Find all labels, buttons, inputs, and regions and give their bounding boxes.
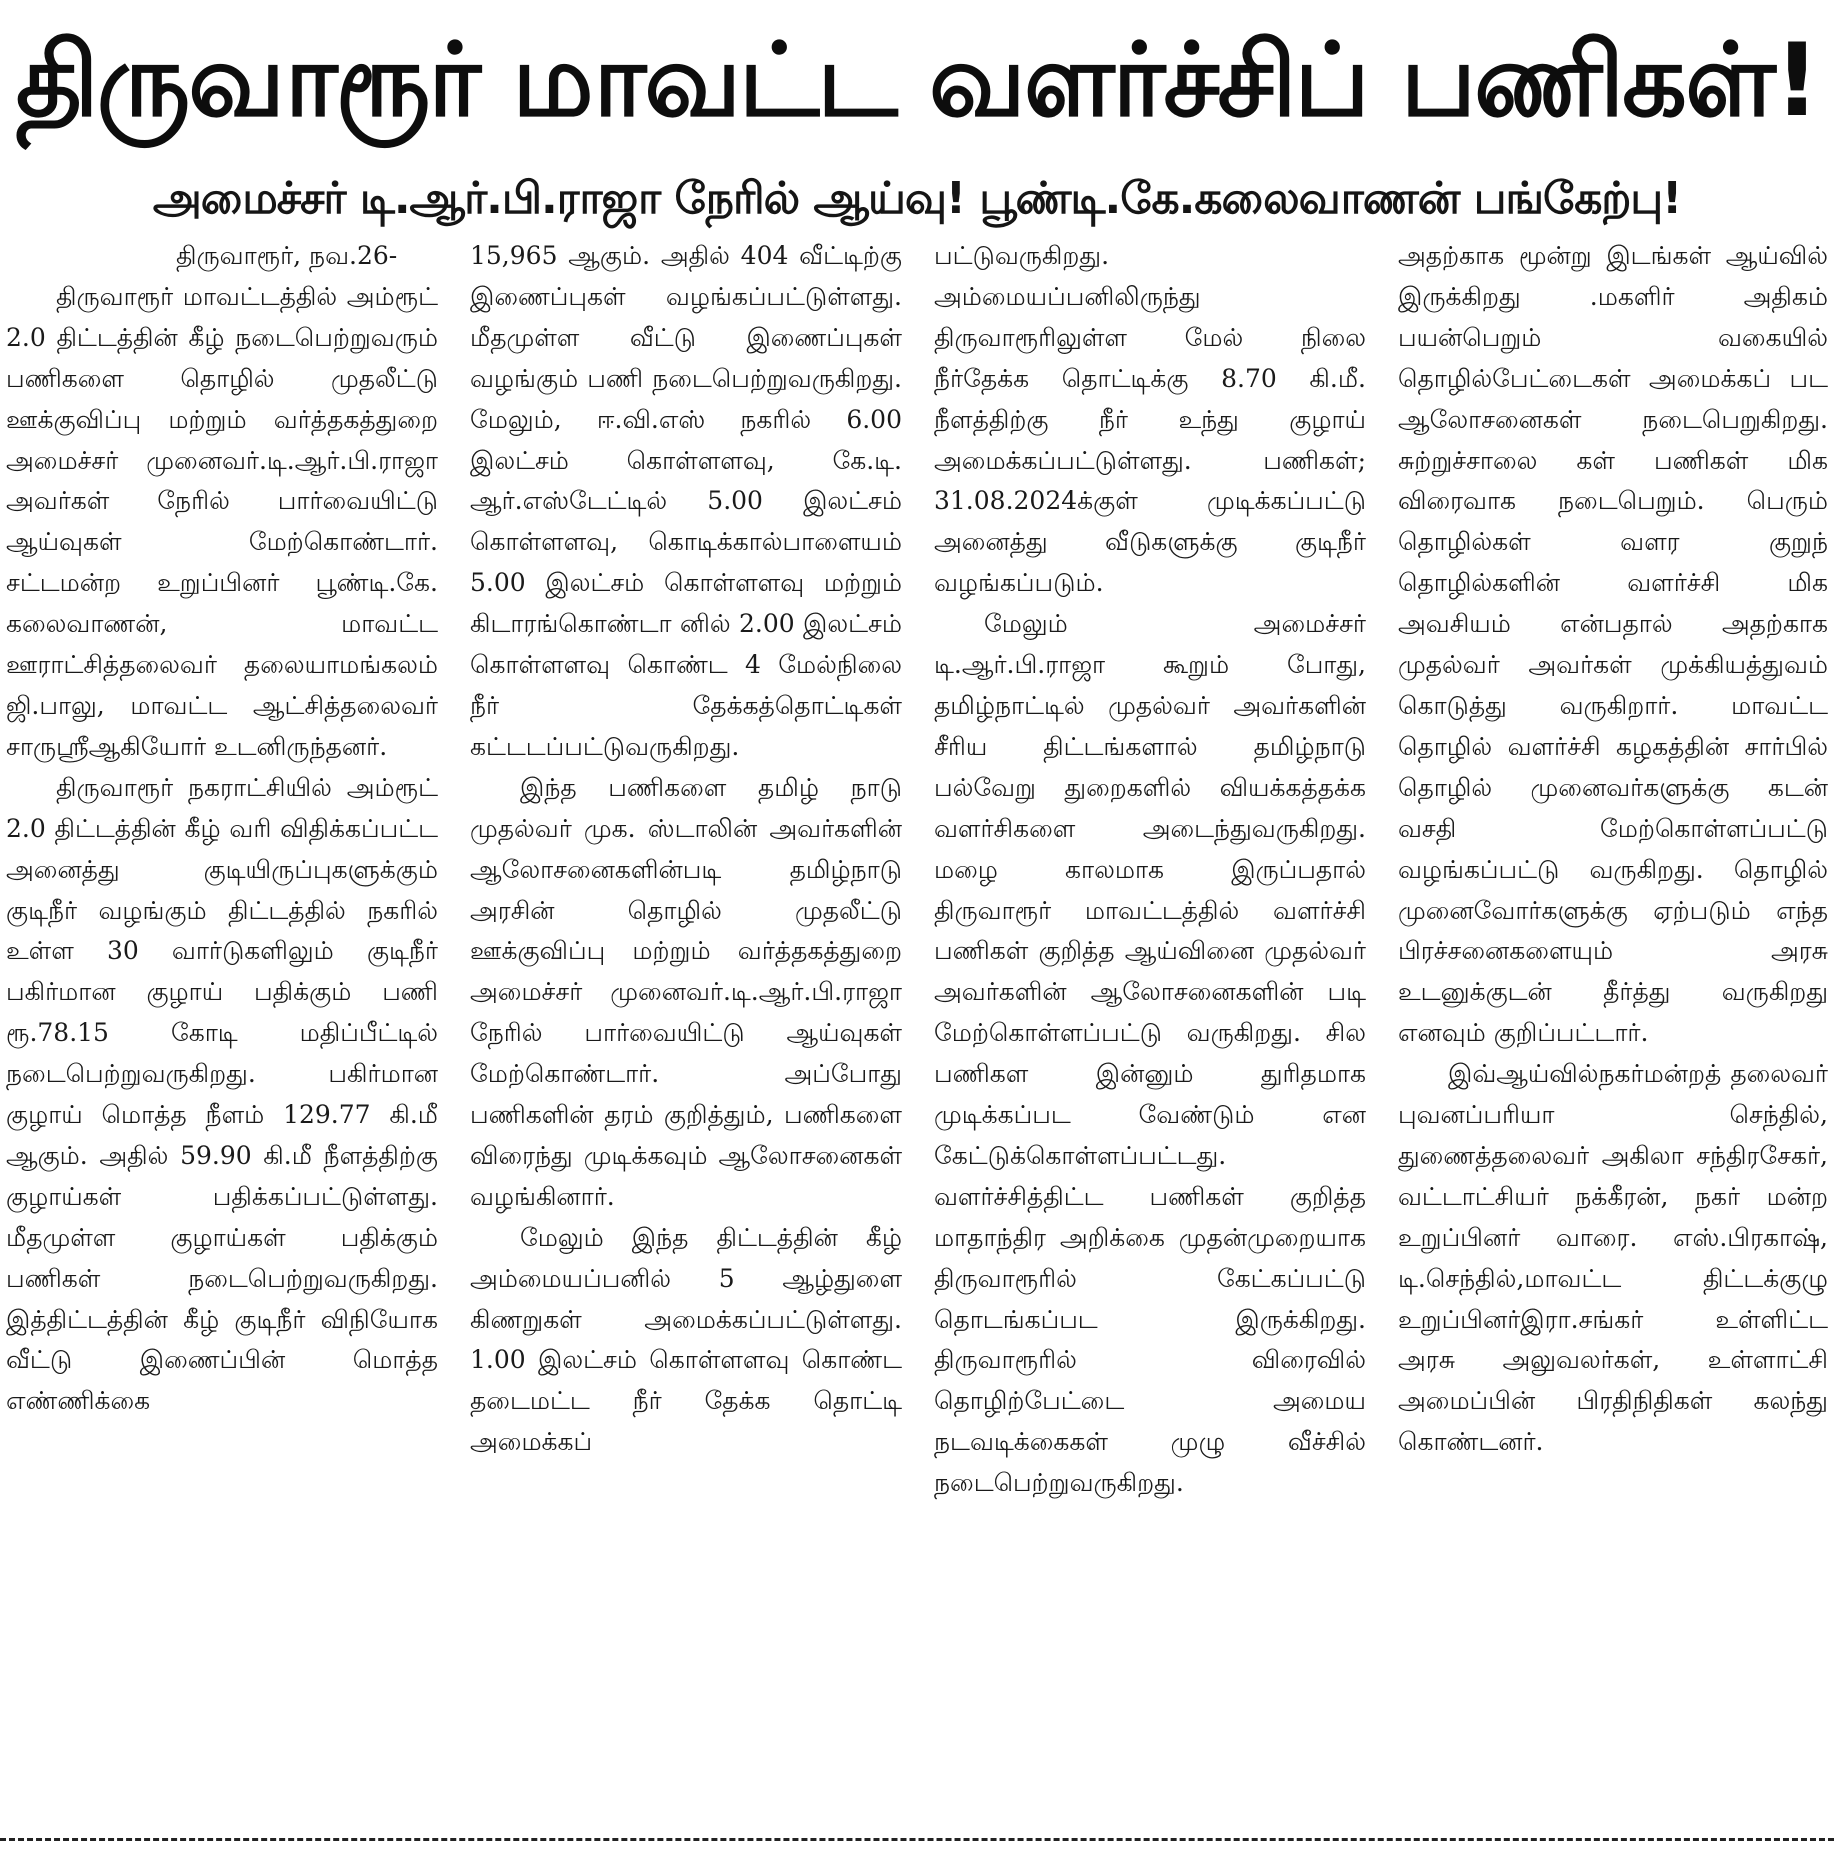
column-4-paragraph-1: அதற்காக மூன்று இடங்கள் ஆய்வில் இருக்கிறது .மகளிர் அதிகம் பயன்பெறும் வகையில் தொழில்பேட்டைகள் அமைக்கப் பட ஆலோசனைகள் நடைபெறுகிறது. சுற்றுச்சாலை கள் பணிகள் மிக விரைவாக நடைபெறும். பெரும் தொழில்கள் வளர குறுந் தொழில்களின் வளர்ச்சி மிக அவசியம் என்பதால் அதற்காக முதல்வர் அவர்கள் முக்கியத்துவம் கொடுத்து வருகிறார். மாவட்ட தொழில் வளர்ச்சி கழகத்தின் சார்பில் தொழில் முனைவர்களுக்கு கடன் வசதி மேற்கொள்ளப்பட்டு வழங்கப்பட்டு வருகிறது. தொழில் முனைவோர்களுக்கு ஏற்படும் எந்த பிரச்சனைகளையும் அரசு உடனுக்குடன் தீர்த்து வருகிறது எனவும் குறிப்பட்டார். bbox=[1398, 241, 1828, 1048]
article-column-2 bbox=[470, 236, 902, 1832]
headline: திருவாரூர் மாவட்ட வளர்ச்சிப் பணிகள்! bbox=[15, 21, 1819, 139]
column-3-paragraph-1: பட்டுவருகிறது. அம்மையப்பனிலிருந்து திருவாரூரிலுள்ள மேல் நிலை நீர்தேக்க தொட்டிக்கு 8.70 கி.மீ. நீளத்திற்கு நீர் உந்து குழாய் அமைக்கப்பட்டுள்ளது. பணிகள்; 31.08.2024க்குள் முடிக்கப்பட்டு அனைத்து வீடுகளுக்கு குடிநீர் வழங்கப்படும். bbox=[934, 241, 1366, 598]
column-2-paragraph-2: இந்த பணிகளை தமிழ் நாடு முதல்வர் முக. ஸ்டாலின் அவர்களின் ஆலோசனைகளின்படி தமிழ்நாடு அரசின் தொழில் முதலீட்டு ஊக்குவிப்பு மற்றும் வர்த்தகத்துறை அமைச்சர் முனைவர்.டி.ஆர்.பி.ராஜா நேரில் பார்வையிட்டு ஆய்வுகள் மேற்கொண்டார். அப்போது பணிகளின் தரம் குறித்தும், பணிகளை விரைந்து முடிக்கவும் ஆலோசனைகள் வழங்கினார். bbox=[470, 772, 902, 1211]
column-3-paragraph-2: மேலும் அமைச்சர் டி.ஆர்.பி.ராஜா கூறும் போது, தமிழ்நாட்டில் முதல்வர் அவர்களின் சீரிய திட்டங்களால் தமிழ்நாடு பல்வேறு துறைகளில் வியக்கத்தக்க வளர்சிகளை அடைந்துவருகிறது. மழை காலமாக இருப்பதால் திருவாரூர் மாவட்டத்தில் வளர்ச்சி பணிகள் குறித்த ஆய்வினை முதல்வர் அவர்களின் ஆலோசனைகளின் படி மேற்கொள்ளப்பட்டு வருகிறது. சில பணிகள இன்னும் துரிதமாக முடிக்கப்பட வேண்டும் என கேட்டுக்கொள்ளப்பட்டது. வளர்ச்சித்திட்ட பணிகள் குறித்த மாதாந்திர அறிக்கை முதன்முறையாக திருவாரூரில் கேட்கப்பட்டு தொடங்கப்பட இருக்கிறது. திருவாரூரில் விரைவில் தொழிற்பேட்டை அமைய நடவடிக்கைகள் முழு வீச்சில் நடைபெற்றுவருகிறது. bbox=[934, 609, 1366, 1498]
column-4-paragraph-2: இவ்ஆய்வில்நகர்மன்றத் தலைவர் புவனப்பரியா செந்தில், துணைத்தலைவர் அகிலா சந்திரசேகர், வட்டாட்சியர் நக்கீரன், நகர் மன்ற உறுப்பினர் வாரை. எஸ்.பிரகாஷ், டி.செந்தில்,மாவட்ட திட்டக்குழு உறுப்பினர்இரா.சங்கர் உள்ளிட்ட அரசு அலுவலர்கள், உள்ளாட்சி அமைப்பின் பிரதிநிதிகள் கலந்து கொண்டனர். bbox=[1398, 1059, 1828, 1457]
dateline: திருவாரூர், நவ.26- bbox=[176, 241, 398, 270]
subheadline: அமைச்சர் டி.ஆர்.பி.ராஜா நேரில் ஆய்வு! பூண்டி.கே.கலைவாணன் பங்கேற்பு! bbox=[152, 173, 1682, 224]
column-2-paragraph-3: மேலும் இந்த திட்டத்தின் கீழ் அம்மையப்பனில் 5 ஆழ்துளை கிணறுகள் அமைக்கப்பட்டுள்ளது. 1.00 இலட்சம் கொள்ளளவு கொண்ட தடைமட்ட நீர் தேக்க தொட்டி அமைக்கப் bbox=[470, 1222, 902, 1457]
dashed-bottom-divider bbox=[0, 1838, 1834, 1841]
article-column-4 bbox=[1398, 236, 1828, 1832]
column-1-paragraph-2: திருவாரூர் நகராட்சியில் அம்ரூட் 2.0 திட்டத்தின் கீழ் வரி விதிக்கப்பட்ட அனைத்து குடியிருப்புகளுக்கும் குடிநீர் வழங்கும் திட்டத்தில் நகரில் உள்ள 30 வார்டுகளிலும் குடிநீர் பகிர்மான குழாய் பதிக்கும் பணி ரூ.78.15 கோடி மதிப்பீட்டில் நடைபெற்றுவருகிறது. பகிர்மான குழாய் மொத்த நீளம் 129.77 கி.மீ ஆகும். அதில் 59.90 கி.மீ நீளத்திற்கு குழாய்கள் பதிக்கப்பட்டுள்ளது. மீதமுள்ள குழாய்கள் பதிக்கும் பணிகள் நடைபெற்றுவருகிறது. இத்திட்டத்தின் கீழ் குடிநீர் விநியோக வீட்டு இணைப்பின் மொத்த எண்ணிக்கை bbox=[6, 772, 438, 1416]
article-column-3 bbox=[934, 236, 1366, 1832]
article-column-1 bbox=[6, 236, 438, 1832]
column-2-paragraph-1: 15,965 ஆகும். அதில் 404 வீட்டிற்கு இணைப்புகள் வழங்கப்பட்டுள்ளது. மீதமுள்ள வீட்டு இணைப்புகள் வழங்கும் பணி நடைபெற்றுவருகிறது. மேலும், ஈ.வி.எஸ் நகரில் 6.00 இலட்சம் கொள்ளளவு, கே.டி. ஆர்.எஸ்டேட்டில் 5.00 இலட்சம் கொள்ளளவு, கொடிக்கால்பாளையம் 5.00 இலட்சம் கொள்ளளவு மற்றும் கிடாரங்கொண்டா னில் 2.00 இலட்சம் கொள்ளளவு கொண்ட 4 மேல்நிலை நீர் தேக்கத்தொட்டிகள் கட்டடப்பட்டுவருகிறது. bbox=[470, 241, 902, 761]
column-1-paragraph-1: திருவாரூர் மாவட்டத்தில் அம்ரூட் 2.0 திட்டத்தின் கீழ் நடைபெற்றுவரும் பணிகளை தொழில் முதலீட்டு ஊக்குவிப்பு மற்றும் வர்த்தகத்துறை அமைச்சர் முனைவர்.டி.ஆர்.பி.ராஜா அவர்கள் நேரில் பார்வையிட்டு ஆய்வுகள் மேற்கொண்டார். சட்டமன்ற உறுப்பினர் பூண்டி.கே. கலைவாணன், மாவட்ட ஊராட்சித்தலைவர் தலையாமங்கலம் ஜி.பாலு, மாவட்ட ஆட்சித்தலைவர் சாருஸ்ரீஆகியோர் உடனிருந்தனர். bbox=[6, 281, 438, 761]
